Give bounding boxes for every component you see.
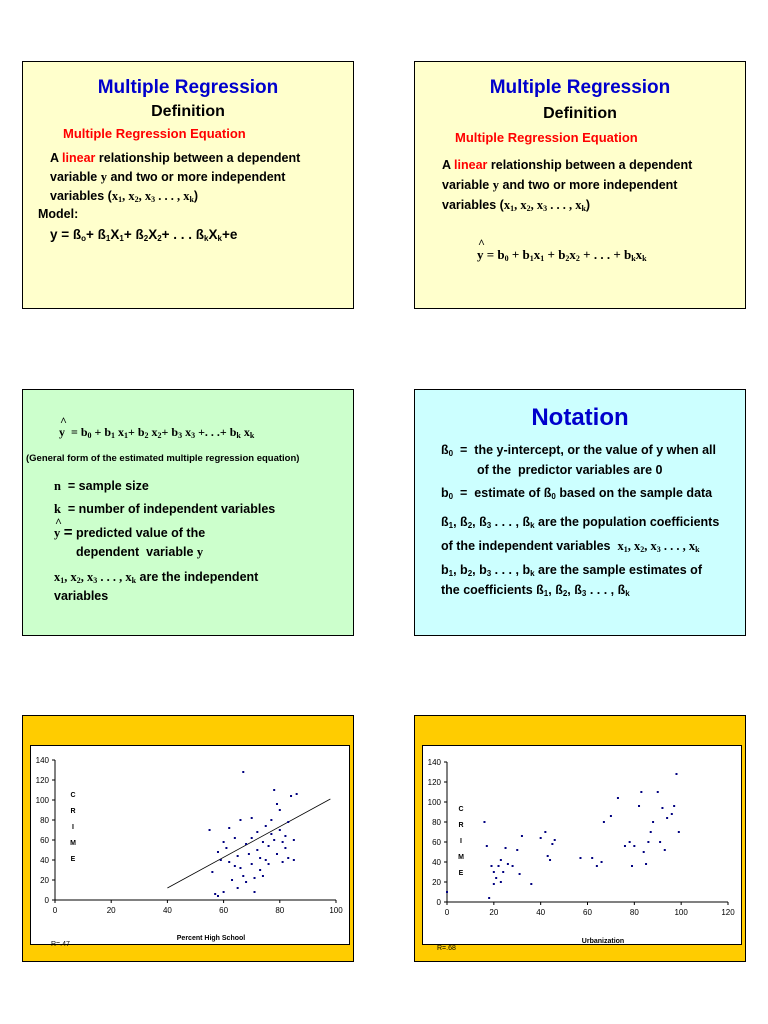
data-point: [214, 893, 216, 895]
slide-6-chart-urbanization: [414, 715, 746, 962]
data-point: [446, 891, 448, 893]
list-item: $b_1$, $b_2$, $b_3$ . . . , $b_k$ are the sample estimates of: [441, 563, 702, 578]
slide-3: [22, 389, 354, 636]
y-tick-label: 40: [432, 858, 441, 867]
data-point: [547, 855, 549, 857]
x-tick-label: 100: [674, 908, 688, 917]
slide-1-heading: Multiple Regression Equation: [63, 126, 246, 141]
x-tick-label: 80: [629, 908, 639, 917]
data-point: [228, 861, 230, 863]
data-point: [530, 883, 532, 885]
data-point: [220, 859, 222, 861]
data-point: [500, 859, 502, 861]
x-tick-label: 40: [162, 906, 172, 915]
y-tick-label: 60: [40, 836, 49, 845]
data-point: [234, 837, 236, 839]
data-point: [490, 865, 492, 867]
data-point: [225, 847, 227, 849]
model-equation: $y = ß_o+$ $ß_1X_1+$ $ß_2X_2+$ . . . $ß_kX_k+e$: [50, 227, 238, 243]
data-point: [270, 833, 272, 835]
scatter-chart-2: [423, 746, 743, 946]
data-point: [265, 825, 267, 827]
data-point: [638, 805, 640, 807]
data-point: [259, 869, 261, 871]
y-tick-label: 120: [35, 776, 49, 785]
data-point: [276, 853, 278, 855]
data-point: [262, 875, 264, 877]
data-point: [650, 831, 652, 833]
data-point: [223, 891, 225, 893]
data-point: [251, 817, 253, 819]
y-axis-label: C R I M E: [458, 806, 464, 877]
data-point: [245, 881, 247, 883]
y-tick-label: 0: [44, 896, 49, 905]
plot-area-2: [422, 745, 742, 945]
data-point: [259, 857, 261, 859]
data-point: [293, 839, 295, 841]
data-point: [217, 851, 219, 853]
x-axis-label: Urbanization: [581, 938, 625, 945]
data-point: [624, 845, 626, 847]
data-point: [245, 843, 247, 845]
data-point: [502, 871, 504, 873]
data-point: [551, 843, 553, 845]
data-point: [579, 857, 581, 859]
list-item: $ß_0$ = the y-intercept, or the value of y when all: [441, 443, 717, 458]
data-point: [268, 845, 270, 847]
slide-1-definition: A linear relationship between a dependent variable y and two or more independent variables ($x_1$, $x_2$, $x_3$ . . . , $x_k$): [50, 151, 301, 204]
data-point: [284, 847, 286, 849]
data-point: [505, 847, 507, 849]
data-point: [601, 861, 603, 863]
definitions-list: n = sample size k = number of independent variables ^ y = predicted value of the dependent variable y $x_1$, $x_2$, $x_3$ . . . , $x_k$ are the independent variables: [54, 477, 275, 602]
data-point: [664, 849, 666, 851]
data-point: [237, 887, 239, 889]
data-point: [296, 793, 298, 795]
slide-5-chart-percent-high-school: [22, 715, 354, 962]
y-tick-label: 140: [35, 756, 49, 765]
data-point: [657, 791, 659, 793]
data-point: [512, 865, 514, 867]
data-point: [228, 827, 230, 829]
data-point: [273, 839, 275, 841]
slide-2-definition: A linear relationship between a dependent variable y and two or more independent variables ($x_1$, $x_2$, $x_3$ . . . , $x_k$): [442, 158, 693, 213]
data-point: [209, 829, 211, 831]
data-point: [652, 821, 654, 823]
data-point: [500, 881, 502, 883]
data-point: [270, 819, 272, 821]
data-point: [254, 891, 256, 893]
data-point: [231, 879, 233, 881]
data-point: [242, 771, 244, 773]
data-point: [262, 841, 264, 843]
y-tick-label: 60: [432, 838, 441, 847]
data-point: [519, 873, 521, 875]
list-item: $ß_1$, $ß_2$, $ß_3$ . . . , $ß_k$ are the population coefficients: [441, 515, 720, 530]
x-tick-label: 0: [52, 906, 58, 915]
y-tick-label: 20: [432, 878, 441, 887]
x-tick-label: 60: [219, 906, 229, 915]
linear-word: linear: [454, 158, 488, 172]
data-point: [279, 809, 281, 811]
data-point: [495, 877, 497, 879]
data-point: [488, 897, 490, 899]
data-point: [643, 851, 645, 853]
data-point: [678, 831, 680, 833]
x-tick-label: 60: [583, 908, 592, 917]
data-point: [673, 805, 675, 807]
x-tick-label: 40: [536, 908, 546, 917]
data-point: [239, 819, 241, 821]
data-point: [633, 845, 635, 847]
linear-word: linear: [62, 151, 96, 165]
general-equation: ^ $y = b_0 + b_1$ $x_1+ b_2$ $x_2+ b_3$ $x_3$ +. . .+ $b_k$ $x_k$: [59, 423, 254, 445]
y-axis-label: C R I M E: [70, 792, 76, 863]
trend-line: [167, 799, 330, 888]
estimated-equation: ^ $y = b_0 + b_1x_1 + b_2x_2$ + . . . + $b_kx_k$: [477, 245, 647, 268]
data-point: [493, 871, 495, 873]
slide-1-subtitle: Definition: [151, 103, 225, 120]
slide-2-subtitle: Definition: [543, 105, 617, 122]
y-tick-label: 100: [35, 796, 49, 805]
data-point: [631, 865, 633, 867]
data-point: [287, 821, 289, 823]
x-tick-label: 80: [275, 906, 285, 915]
data-point: [265, 859, 267, 861]
data-point: [239, 867, 241, 869]
data-point: [256, 831, 258, 833]
y-tick-label: 0: [436, 898, 441, 907]
x-tick-label: 120: [721, 908, 735, 917]
y-tick-label: 120: [427, 778, 441, 787]
data-point: [237, 855, 239, 857]
scatter-chart-1: [31, 746, 351, 946]
x-axis-label: Percent High School: [176, 935, 246, 942]
data-point: [493, 883, 495, 885]
y-tick-label: 80: [432, 818, 441, 827]
data-point: [254, 877, 256, 879]
data-point: [498, 865, 500, 867]
data-point: [671, 813, 673, 815]
data-point: [617, 797, 619, 799]
data-point: [544, 831, 546, 833]
data-point: [516, 849, 518, 851]
data-point: [290, 795, 292, 797]
data-point: [640, 791, 642, 793]
data-point: [645, 863, 647, 865]
data-point: [554, 839, 556, 841]
list-item: ^ y = predicted value of the: [54, 523, 275, 543]
data-point: [284, 835, 286, 837]
data-point: [273, 789, 275, 791]
list-item: k = number of independent variables: [54, 502, 276, 516]
list-item: $x_1$, $x_2$, $x_3$ . . . , $x_k$ are the independent: [54, 570, 259, 585]
data-point: [659, 841, 661, 843]
data-point: [293, 859, 295, 861]
plot-area-1: [30, 745, 350, 945]
general-form-caption: (General form of the estimated multiple regression equation): [26, 453, 300, 464]
data-point: [596, 865, 598, 867]
data-point: [287, 857, 289, 859]
notation-list: $ß_0$ = the y-intercept, or the value of y when all of the predictor variables are 0 $b_0$ = estimate of $ß_0$ based on the sample data $ß_1$, $ß_2$, $ß_3$ . . . , $ß_k$ are the population coefficients of the independent variables $x_1$, $x_2$, $x_3$ . . . , $x_k$ $b_1$, $b_2$, $b_3$ . . . , $b_k$ are the sample estimates of the coefficients $ß_1$, $ß_2$, $ß_3$ . . . , $ß_k$: [441, 443, 720, 598]
data-point: [486, 845, 488, 847]
list-item: $b_0$ = estimate of $ß_0$ based on the sample data: [441, 486, 713, 501]
data-point: [675, 773, 677, 775]
slide-4-title: Notation: [531, 404, 629, 431]
model-label: Model:: [38, 207, 79, 221]
slide-2-title: Multiple Regression: [489, 77, 671, 98]
y-tick-label: 100: [427, 798, 441, 807]
data-point: [603, 821, 605, 823]
data-point: [282, 861, 284, 863]
data-point: [234, 865, 236, 867]
x-tick-label: 100: [329, 906, 343, 915]
data-point: [242, 875, 244, 877]
x-tick-label: 0: [444, 908, 450, 917]
data-point: [549, 859, 551, 861]
slide-2-heading: Multiple Regression Equation: [455, 130, 638, 145]
data-point: [282, 841, 284, 843]
slide-4: [414, 389, 746, 636]
x-tick-label: 20: [106, 906, 116, 915]
data-point: [521, 835, 523, 837]
y-tick-label: 140: [427, 758, 441, 767]
data-point: [223, 841, 225, 843]
data-point: [276, 803, 278, 805]
data-point: [251, 863, 253, 865]
data-point: [483, 821, 485, 823]
data-point: [661, 807, 663, 809]
r-value-label: R=.68: [437, 945, 456, 952]
data-point: [591, 857, 593, 859]
data-point: [666, 817, 668, 819]
r-value-label: R=.47: [51, 941, 70, 948]
data-point: [629, 841, 631, 843]
slide-1: [22, 61, 354, 309]
data-point: [211, 871, 213, 873]
data-point: [248, 853, 250, 855]
y-tick-label: 20: [40, 876, 49, 885]
y-tick-label: 40: [40, 856, 49, 865]
data-point: [217, 895, 219, 897]
data-point: [610, 815, 612, 817]
list-item: n = sample size: [54, 479, 149, 493]
slide-2: [414, 61, 746, 309]
y-tick-label: 80: [40, 816, 49, 825]
data-point: [268, 863, 270, 865]
data-point: [256, 849, 258, 851]
data-point: [507, 863, 509, 865]
data-point: [540, 837, 542, 839]
data-point: [251, 837, 253, 839]
x-tick-label: 20: [489, 908, 499, 917]
data-point: [279, 829, 281, 831]
slide-1-title: Multiple Regression: [97, 77, 279, 98]
data-point: [647, 841, 649, 843]
